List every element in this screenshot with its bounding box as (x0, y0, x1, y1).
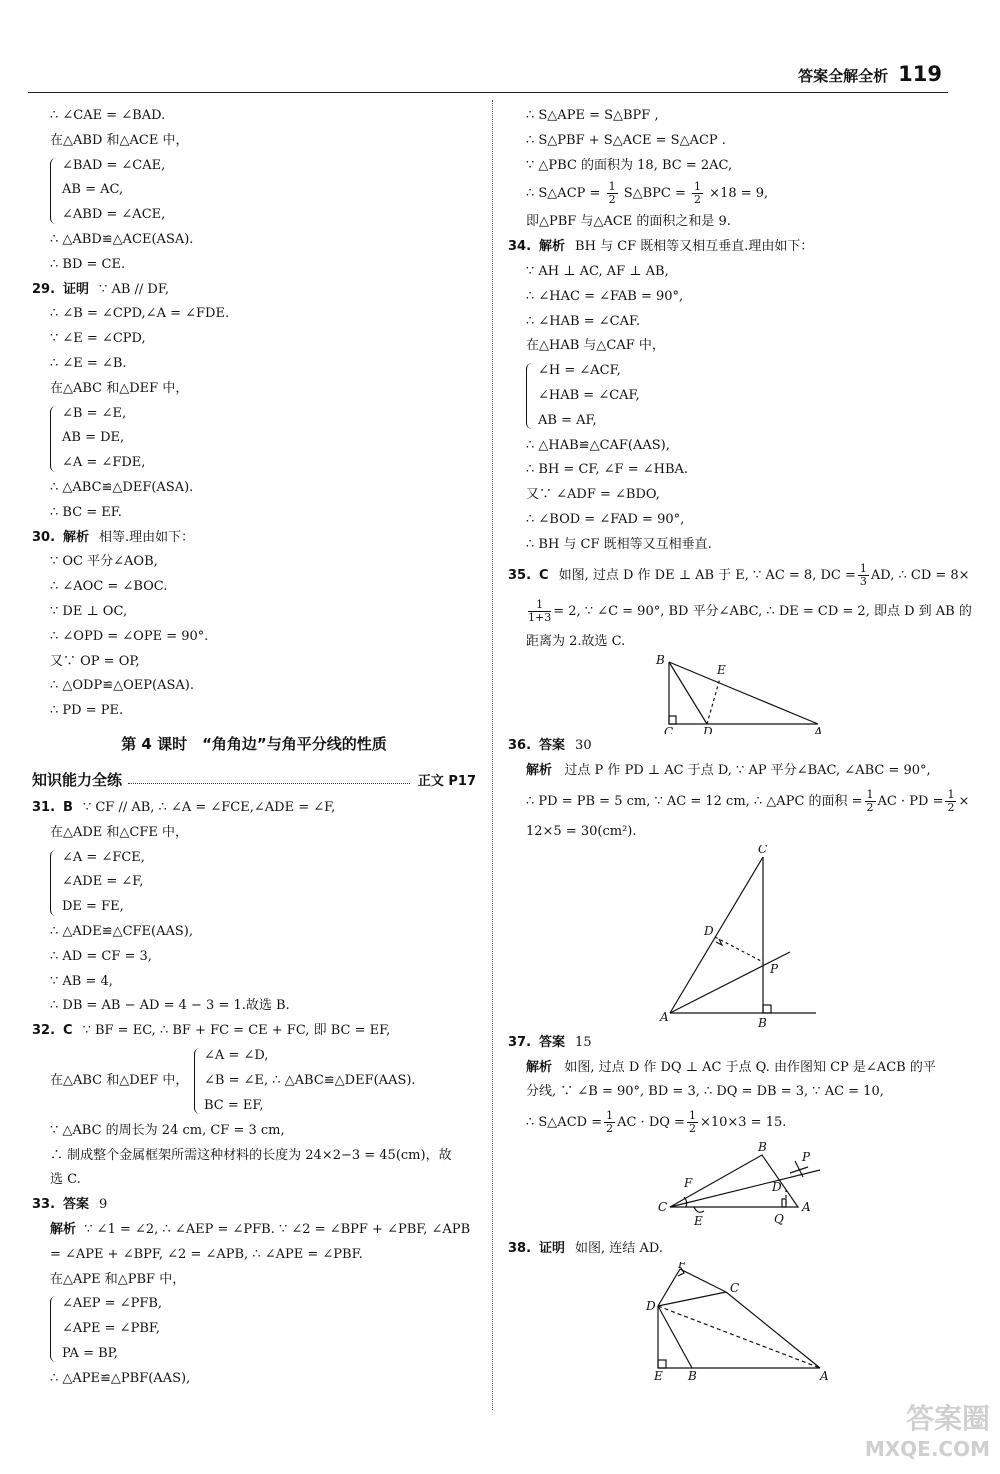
vertex-label: F (678, 1261, 687, 1271)
vertex-label: C (658, 1200, 668, 1215)
text-line: ∵ △ABC 的周长为 24 cm, CF = 3 cm, (50, 1122, 285, 1138)
text-line: ∵ CF // AB, ∴ ∠A = ∠FCE,∠ADE = ∠F, (82, 799, 336, 815)
text-line: 过点 P 作 PD ⊥ AC 于点 D, ∵ AP 平分∠BAC, ∠ABC = 90°, (564, 763, 931, 779)
text-line: 在△APE 和△PBF 中， (50, 1271, 186, 1287)
question-36 (508, 734, 960, 759)
numerator: 1 (606, 1109, 614, 1123)
denominator: 2 (688, 1122, 696, 1136)
text-line: ∵ ∠E = ∠CPD, (50, 331, 146, 347)
question-number: 37. (508, 1034, 532, 1050)
question-32 (32, 1019, 476, 1044)
text-line: ∠A = ∠D, (204, 1047, 269, 1063)
brace-group (508, 359, 960, 433)
text-line: ∠HAB = ∠CAF, (538, 387, 640, 403)
vertex-label: A (802, 1200, 811, 1215)
text-line: ∠AEP = ∠PFB, (62, 1296, 163, 1312)
analysis-tag: 解析 (50, 1222, 77, 1238)
formula-line (508, 178, 960, 210)
text-line: ∴ BD = CE. (50, 256, 126, 272)
vertex-label: E (694, 1214, 703, 1229)
text-line: ∴ S△APE = S△BPF , (526, 108, 659, 123)
text-line: ∴ DB = AB − AD = 4 − 3 = 1.故选 B. (50, 998, 290, 1014)
question-number: 35. (508, 567, 532, 583)
answer-value: 30 (575, 738, 592, 754)
fraction (945, 789, 956, 814)
right-column (508, 104, 972, 1382)
text-line: ∴ BC = EF. (50, 504, 122, 520)
text-line: BH 与 CF 既相等又相互垂直.理由如下： (575, 239, 814, 255)
question-33 (32, 1193, 476, 1218)
answer-tag: C (63, 1023, 73, 1039)
text-line: 如图, 过点 D 作 DQ ⊥ AC 于点 Q. 由作图知 CP 是∠ACB 的平 (564, 1059, 936, 1075)
text-line: ∴ BH = CF, ∠F = ∠HBA. (526, 462, 689, 478)
figure-36 (508, 845, 960, 1031)
fraction (607, 181, 618, 206)
text-line: 又∵ ∠ADF = ∠BDO, (526, 487, 660, 503)
text-line: 12×5 = 30(cm²). (526, 823, 637, 839)
text-fragment: = 2, ∵ ∠C = 90°, BD 平分∠ABC, ∴ DE = CD = 2, 即点 D 到 AB 的 (553, 603, 972, 619)
question-number: 32. (32, 1023, 56, 1039)
brace (194, 1048, 202, 1114)
text-fragment: S△BPC = (623, 186, 686, 202)
brace-group (32, 846, 476, 920)
text-fragment: ∴ S△ACP = (526, 186, 601, 202)
text-line: 在△ADE 和△CFE 中， (50, 824, 189, 840)
answer-tag: 证明 (63, 281, 90, 297)
text-line: ∠BAD = ∠CAE, (62, 157, 166, 173)
answer-tag: 答案 (63, 1197, 90, 1213)
text-line: ∠B = ∠E, (62, 405, 127, 421)
question-number: 33. (32, 1197, 56, 1213)
text-line: ∴ △ADE≌△CFE(AAS), (50, 923, 194, 939)
analysis-line (32, 1218, 476, 1243)
triangle-diagram-35 (508, 654, 960, 734)
vertex-label: P (802, 1150, 811, 1165)
page-header (798, 62, 942, 86)
question-31 (32, 796, 476, 821)
brace-group (32, 1044, 476, 1119)
answer-value: 9 (99, 1197, 108, 1213)
fraction (528, 599, 551, 624)
lesson-title: 第 4 课时 “角角边”与角平分线的性质 (121, 734, 387, 753)
text-line: ∴ ∠BOD = ∠FAD = 90°, (526, 511, 685, 527)
vertex-label: A (814, 725, 823, 735)
section-bar (32, 764, 476, 796)
numerator: 1 (947, 787, 955, 801)
vertex-label: D (646, 1298, 656, 1313)
triangle-diagram-37 (508, 1141, 960, 1237)
text-line: 距离为 2.故选 C. (526, 633, 626, 649)
text-line: 在△ABD 和△ACE 中， (50, 132, 189, 148)
vertex-label: D (772, 1180, 782, 1195)
text-line: ∴ ∠HAC = ∠FAB = 90°, (526, 288, 684, 304)
header-rule (28, 92, 948, 93)
text-line: ∠ADE = ∠F, (62, 874, 144, 890)
text-line: ∴ ∠AOC = ∠BOC. (50, 579, 168, 595)
vertex-label: B (758, 1141, 767, 1155)
text-fragment: × (958, 793, 970, 809)
question-30 (32, 526, 476, 551)
answer-value: 15 (575, 1034, 592, 1050)
text-line: 相等.理由如下： (99, 529, 195, 545)
answer-tag: 证明 (539, 1241, 566, 1257)
analysis-tag: 解析 (526, 763, 553, 779)
header-title: 答案全解全析 (798, 67, 889, 85)
vertex-label: C (664, 725, 674, 735)
analysis-line (508, 759, 960, 784)
vertex-label: B (758, 1015, 767, 1030)
text-line: ∴ ∠E = ∠B. (50, 355, 127, 371)
numerator: 1 (528, 599, 551, 612)
watermark-url: MXQE.COM (864, 1437, 990, 1461)
vertex-label: E (654, 1368, 663, 1382)
denominator: 3 (859, 574, 867, 588)
vertex-label: C (730, 1280, 740, 1295)
text-fragment: AC · PD = (877, 793, 944, 809)
text-line: ∠A = ∠FDE, (62, 455, 146, 471)
figure-38 (508, 1262, 960, 1382)
text-line: ∴ AD = CF = 3, (50, 948, 152, 964)
formula-line (508, 784, 970, 820)
question-number: 30. (32, 529, 56, 545)
denominator: 2 (866, 800, 874, 814)
fraction (692, 181, 703, 206)
text-line: ∠H = ∠ACF, (538, 363, 621, 379)
vertex-label: A (820, 1368, 829, 1382)
answer-tag: 答案 (539, 1034, 566, 1050)
page-number: 119 (898, 62, 942, 86)
text-line: AB = AC, (62, 182, 124, 198)
text-line: 选 C. (50, 1172, 81, 1188)
denominator: 2 (606, 1122, 614, 1136)
question-number: 29. (32, 281, 56, 297)
text-line: ∴ △ODP≌△OEP(ASA). (50, 678, 194, 694)
vertex-label: F (684, 1176, 693, 1191)
text-line: ∠A = ∠FCE, (62, 849, 145, 865)
fraction (865, 789, 876, 814)
figure-37 (508, 1141, 960, 1237)
question-number: 31. (32, 799, 56, 815)
figure-35 (508, 654, 960, 734)
triangle-diagram-36 (508, 845, 960, 1031)
question-29 (32, 278, 476, 303)
text-line: AB = DE, (62, 430, 125, 446)
text-line: ∴ 制成整个金属框架所需这种材料的长度为 24×2−3 = 45(cm)，故 (50, 1147, 452, 1163)
text-line: ∴ PD = PE. (50, 703, 124, 719)
vertex-label: B (688, 1368, 697, 1382)
brace-group (32, 154, 476, 228)
section-reference: 正文 P17 (417, 774, 476, 790)
vertex-label: D (704, 923, 714, 938)
brace-group (32, 402, 476, 476)
column-divider (492, 100, 493, 1410)
analysis-line (508, 1056, 960, 1081)
numerator: 1 (608, 180, 616, 194)
question-37 (508, 1031, 960, 1056)
text-line: ∴ S△PBF + S△ACE = S△ACP . (526, 132, 726, 148)
text-line: 又∵ OP = OP, (50, 653, 140, 669)
answer-tag: C (539, 567, 549, 583)
text-line: ∵ AB = 4, (50, 973, 113, 989)
text-line: DE = FE, (62, 899, 124, 915)
text-fragment: AD, ∴ CD = 8× (870, 567, 970, 583)
text-line: 分线, ∵ ∠B = 90°, BD = 3, ∴ DQ = DB = 3, ∵ AC = 10, (526, 1084, 884, 1100)
dotted-leader (128, 775, 410, 784)
question-35 (508, 558, 970, 594)
vertex-label: B (656, 654, 665, 668)
fraction (687, 1110, 698, 1135)
text-line: ∴ ∠HAB = ∠CAF. (526, 313, 641, 329)
brace-group (32, 1292, 476, 1366)
text-line: ∴ △HAB≌△CAF(AAS), (526, 437, 670, 453)
numerator: 1 (866, 787, 874, 801)
text-line: ∴ △APE≌△PBF(AAS), (50, 1370, 191, 1386)
formula-line (508, 1105, 960, 1141)
text-fragment: ×10×3 = 15. (699, 1115, 787, 1131)
vertex-label: D (703, 725, 713, 735)
vertex-label: C (758, 844, 768, 856)
vertex-label: P (770, 961, 779, 976)
question-38 (508, 1237, 960, 1262)
question-number: 34. (508, 239, 532, 255)
numerator: 1 (859, 561, 867, 575)
text-line: ∵ BF = EC, ∴ BF + FC = CE + FC, 即 BC = EF, (82, 1023, 391, 1039)
text-fragment: 如图, 过点 D 作 DE ⊥ AB 于 E, ∵ AC = 8, DC = (558, 567, 856, 583)
text-line: ∵ △PBC 的面积为 18, BC = 2AC, (526, 157, 733, 173)
numerator: 1 (688, 1109, 696, 1123)
text-line: ∵ AB // DF, (99, 281, 169, 297)
watermark-logo (865, 1404, 990, 1464)
text-line: ∵ ∠1 = ∠2, ∴ ∠AEP = ∠PFB. ∵ ∠2 = ∠BPF + ∠PBF, ∠APB (84, 1222, 471, 1238)
fraction (858, 563, 869, 588)
text-line: ∠B = ∠E, ∴ △ABC≌△DEF(AAS). (204, 1072, 416, 1088)
text-line: = ∠APE + ∠BPF, ∠2 = ∠APB, ∴ ∠APE = ∠PBF. (50, 1246, 363, 1262)
text-fragment: ×18 = 9, (709, 186, 769, 202)
text-line: BC = EF, (204, 1097, 264, 1113)
text-line: 在△ABC 和△DEF 中， (50, 1072, 189, 1088)
text-line: ∵ AH ⊥ AC, AF ⊥ AB, (526, 263, 669, 279)
text-line: ∴ BH 与 CF 既相等又互相垂直. (526, 536, 712, 552)
vertex-label: A (660, 1009, 669, 1024)
text-line: ∴ △ABD≌△ACE(ASA). (50, 231, 194, 247)
text-line: AB = AF, (538, 412, 597, 428)
answer-tag: 解析 (539, 239, 566, 255)
text-line: ∴ ∠OPD = ∠OPE = 90°. (50, 628, 209, 644)
denominator: 2 (608, 193, 616, 207)
denominator: 1+3 (528, 610, 552, 624)
question-number: 38. (508, 1241, 532, 1257)
denominator: 2 (694, 193, 702, 207)
text-line: ∵ DE ⊥ OC, (50, 603, 128, 619)
text-line: 如图, 连结 AD. (575, 1241, 663, 1257)
analysis-tag: 解析 (526, 1059, 553, 1075)
watermark-text: 答案圈 (905, 1402, 990, 1435)
formula-line (508, 594, 972, 630)
text-line: ∠ABD = ∠ACE, (62, 207, 166, 223)
question-34 (508, 235, 960, 260)
text-fragment: ∴ PD = PB = 5 cm, ∵ AC = 12 cm, ∴ △APC 的面积 = (526, 793, 863, 809)
quadrilateral-diagram-38 (508, 1262, 960, 1382)
text-line: 在△HAB 与△CAF 中， (526, 338, 665, 354)
numerator: 1 (694, 180, 702, 194)
text-line: ∴ ∠B = ∠CPD,∠A = ∠FDE. (50, 306, 230, 322)
text-line: ∵ OC 平分∠AOB, (50, 554, 158, 570)
section-label: 知识能力全练 (32, 771, 123, 790)
text-line: 在△ABC 和△DEF 中， (50, 380, 189, 396)
vertex-label: Q (774, 1212, 784, 1227)
text-line: PA = BP, (62, 1346, 118, 1362)
text-fragment: AC · DQ = (617, 1115, 685, 1131)
left-column (32, 104, 476, 1392)
text-line: 即△PBF 与△ACE 的面积之和是 9. (526, 214, 731, 230)
denominator: 2 (947, 800, 955, 814)
answer-tag: B (63, 799, 73, 815)
answer-tag: 解析 (63, 529, 90, 545)
fraction (604, 1110, 615, 1135)
text-line: ∴ △ABC≌△DEF(ASA). (50, 479, 194, 495)
text-line: ∴ ∠CAE = ∠BAD. (50, 108, 166, 123)
question-number: 36. (508, 738, 532, 754)
text-line: ∠APE = ∠PBF, (62, 1321, 160, 1337)
vertex-label: E (717, 663, 726, 678)
text-fragment: ∴ S△ACD = (526, 1115, 603, 1131)
answer-tag: 答案 (539, 738, 566, 754)
